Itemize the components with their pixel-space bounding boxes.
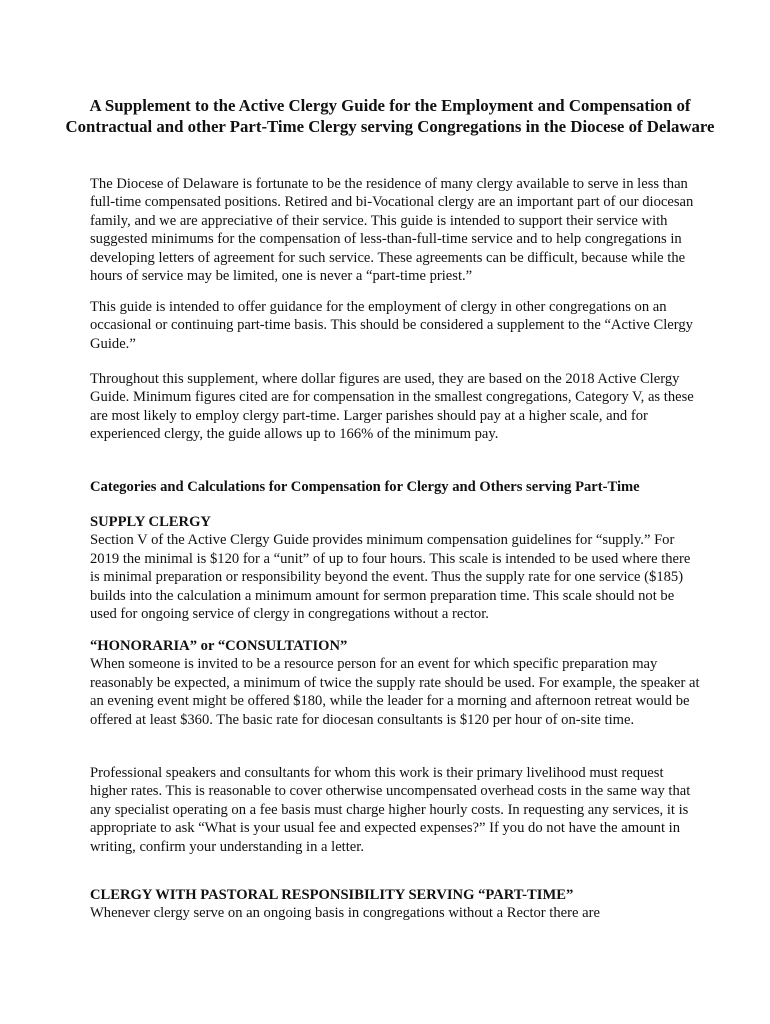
supply-paragraph: Section V of the Active Clergy Guide provides minimum compensation guidelines for “supply.” For 2019 the minimal is $120 for a “unit” of up to four hours. This scale is intended to be used where there is minimal preparation or responsibility beyond the event. Thus the supply rate for one service ($185) builds into the calculation a minimum amount for sermon preparation time. This scale should not be used for ongoing service of clergy in congregations without a rector. [90,532,691,623]
supply-heading: SUPPLY CLERGY [90,514,211,530]
professional-paragraph: Professional speakers and consultants for whom this work is their primary livelihood must request higher rates. This is reasonable to cover otherwise uncompensated overhead costs in the same way that any specialist operating on a fee basis must charge higher hourly costs. In requesting any services, it is appropriate to ask “What is your usual fee and expected expenses?” If you do not have the amount in writing, confirm your understanding in a letter. [90,765,691,855]
document-title: A Supplement to the Active Clergy Guide for the Employment and Compensation of Contractual and other Part-Time Clergy serving Congregations in the Diocese of Delaware [65,96,715,136]
pastoral-paragraph: Whenever clergy serve on an ongoing basis in congregations without a Rector there are [90,905,600,922]
intro-paragraph: The Diocese of Delaware is fortunate to be the residence of many clergy available to serve in less than full-time compensated positions. Retired and bi-Vocational clergy are an important part of our diocesan family, and we are appreciative of their service. This guide is intended to support their service with suggested minimums for the compensation of less-than-full-time service and to help congregations in developing letters of agreement for such service. These agreements can be difficult, because while the hours of service may be limited, one is never a “part-time priest.” [90,176,694,285]
supply-section [90,513,700,623]
categories-heading: Categories and Calculations for Compensation for Clergy and Others serving Part-Time [90,479,640,495]
guidance-paragraph: This guide is intended to offer guidance for the employment of clergy in other congregations on an occasional or continuing part-time basis. This should be considered a supplement to the “Active Clergy Guide.” [90,299,693,352]
pastoral-section [90,886,700,923]
honoraria-section [90,637,700,729]
figures-paragraph: Throughout this supplement, where dollar figures are used, they are based on the 2018 Active Clergy Guide. Minimum figures cited are for compensation in the smallest congregations, Category V, as these are most likely to employ clergy part-time. Larger parishes should pay at a higher scale, and for experienced clergy, the guide allows up to 166% of the minimum pay. [90,371,694,443]
pastoral-heading: CLERGY WITH PASTORAL RESPONSIBILITY SERVING “PART-TIME” [90,887,574,903]
honoraria-heading: “HONORARIA” or “CONSULTATION” [90,638,348,654]
honoraria-paragraph: When someone is invited to be a resource person for an event for which specific preparation may reasonably be expected, a minimum of twice the supply rate should be used. For example, the speaker at an evening event might be offered $180, while the leader for a morning and afternoon retreat would be offered at least $360. The basic rate for diocesan consultants is $120 per hour of on-site time. [90,656,700,728]
